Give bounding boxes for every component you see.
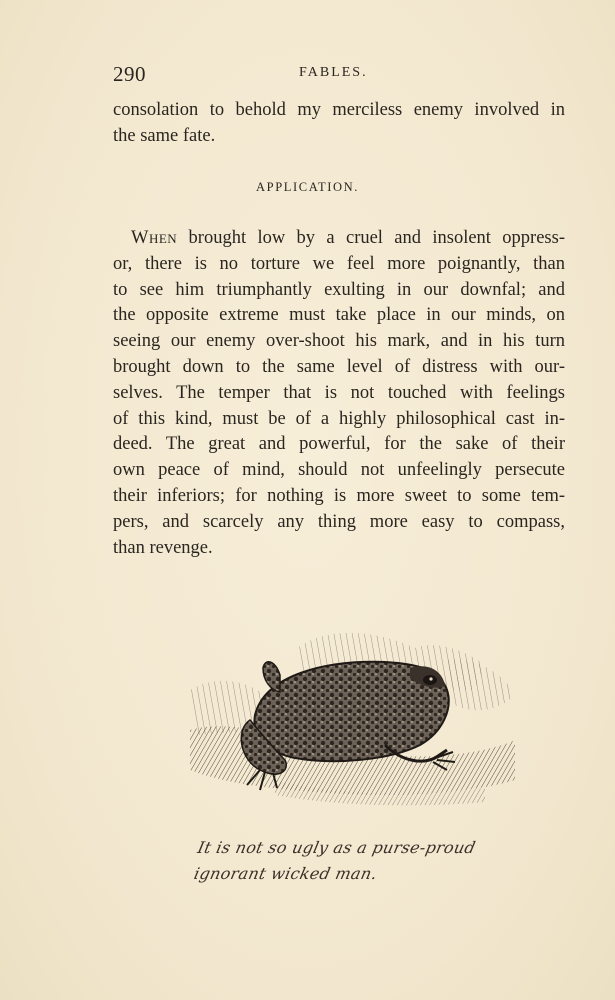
application-paragraph xyxy=(113,226,565,561)
toad-engraving xyxy=(185,620,520,810)
text-line: selves. The temper that is not touched with feelings xyxy=(113,382,565,403)
text-line: than revenge. xyxy=(113,537,213,558)
text-line: to see him triumphantly exulting in our downfal; and xyxy=(113,279,565,300)
carry-over-paragraph xyxy=(113,98,565,150)
text-line: consolation to behold my merciless enemy involved in xyxy=(113,100,565,120)
text-line: deed. The great and powerful, for the sake of their xyxy=(113,434,565,455)
text-line: brought down to the same level of distress with our- xyxy=(113,356,565,377)
text-line-first xyxy=(113,226,565,252)
running-head: FABLES. xyxy=(299,65,368,80)
text-line: pers, and scarcely any thing more easy to compass, xyxy=(113,511,565,532)
inscription-line-1: It is not so ugly as a purse-proud xyxy=(195,838,478,857)
first-line-rest: brought low by a cruel and insolent oppress- xyxy=(177,228,565,248)
section-heading: APPLICATION. xyxy=(256,180,359,194)
page-header xyxy=(113,62,563,88)
text-line: seeing our enemy over-shoot his mark, and in his turn xyxy=(113,331,565,352)
text-line: own peace of mind, should not unfeelingly persecute xyxy=(113,460,565,481)
inscription-line-2: ignorant wicked man. xyxy=(192,864,380,883)
handwritten-inscription xyxy=(189,835,530,887)
text-line: or, there is no torture we feel more poignantly, than xyxy=(113,253,565,274)
text-line: the same fate. xyxy=(113,125,216,146)
text-line: the opposite extreme must take place in our minds, on xyxy=(113,305,565,326)
text-line: of this kind, must be of a highly philosophical cast in- xyxy=(113,408,565,429)
page-number: 290 xyxy=(113,62,146,86)
text-line: their inferiors; for nothing is more sweet to some tem- xyxy=(113,485,565,506)
drop-word: When xyxy=(131,228,178,248)
